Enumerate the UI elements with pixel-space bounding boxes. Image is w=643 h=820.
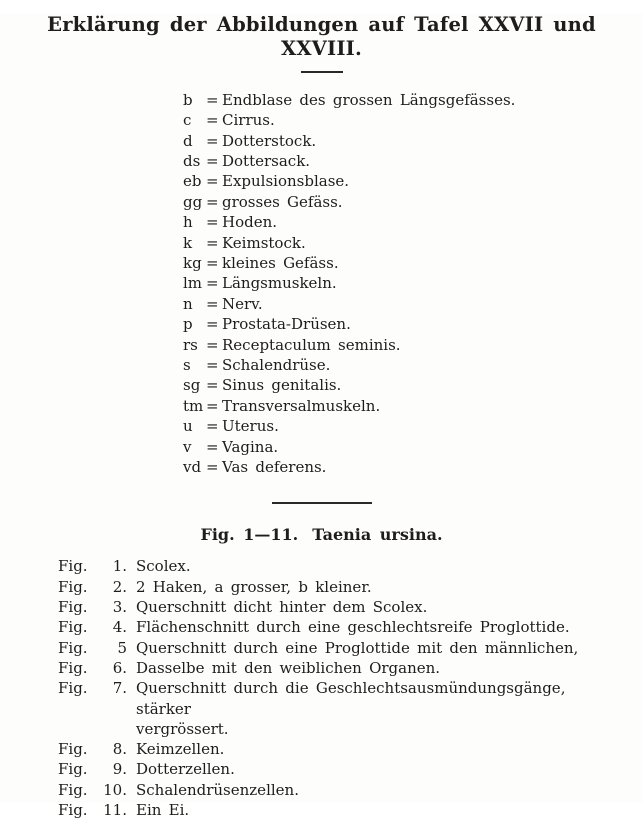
legend-definition: kleines Gefäss. [222, 254, 339, 272]
legend-abbreviation: p [183, 315, 193, 334]
page-title: Erklärung der Abbildungen auf Tafel XXVII und XXVIII. [47, 13, 596, 61]
figure-number-empty [101, 719, 127, 739]
equals-sign: = [206, 376, 219, 395]
figure-number: 9. [112, 760, 127, 779]
legend-abbreviation: k [183, 233, 193, 252]
legend-definition: Vas deferens. [222, 458, 327, 477]
legend-definition: Endblase des grossen Längsgefässes. [222, 90, 516, 109]
equals-sign: = [206, 233, 219, 252]
equals-sign: = [206, 417, 219, 436]
legend-item [183, 151, 643, 171]
figure-entry [58, 597, 623, 617]
figure-number: 7. [112, 679, 127, 698]
figure-number: 4. [112, 618, 127, 637]
equals-sign: = [206, 315, 219, 334]
legend-abbreviation: s [183, 356, 191, 375]
section-heading-name: Taenia ursina. [312, 525, 443, 545]
legend-item [183, 314, 643, 334]
legend-definition: Schalendrüse. [222, 356, 331, 375]
section-heading [0, 525, 643, 544]
legend-abbreviation: b [183, 90, 193, 109]
figure-entry-continuation [58, 719, 623, 739]
legend-abbreviation: n [183, 294, 193, 313]
legend-item [183, 335, 643, 355]
figure-entry [58, 739, 623, 759]
figure-number: 1. [112, 557, 127, 576]
figure-caption: Scolex. [136, 557, 191, 576]
legend-item [183, 131, 643, 151]
legend-abbreviation: v [183, 437, 192, 456]
legend-item [183, 90, 643, 110]
legend-item [183, 355, 643, 375]
figure-label: Fig. [58, 780, 88, 799]
figure-caption: Keimzellen. [136, 740, 225, 759]
figure-caption: 2 Haken, a grosser, b kleiner. [136, 577, 372, 596]
section-heading-range: Fig. 1—11. [200, 525, 299, 545]
legend-definition: Sinus genitalis. [222, 376, 342, 395]
figure-caption: Querschnitt dicht hinter dem Scolex. [136, 598, 428, 617]
legend-definition: Cirrus. [222, 111, 275, 130]
legend-item [183, 212, 643, 232]
legend-abbreviation: rs [183, 335, 198, 354]
legend-abbreviation: vd [183, 458, 202, 477]
figure-number: 11. [103, 801, 127, 820]
legend-definition: Receptaculum seminis. [222, 335, 401, 354]
equals-sign: = [206, 254, 219, 272]
legend-abbreviation: lm [183, 274, 203, 293]
legend-item [183, 437, 643, 457]
figure-label: Fig. [58, 638, 88, 657]
legend-definition: Transversalmuskeln. [222, 396, 381, 415]
figure-label: Fig. [58, 598, 88, 617]
document-page [0, 13, 643, 820]
figure-entry [58, 800, 623, 820]
figure-label: Fig. [58, 618, 88, 637]
legend-item [183, 396, 643, 416]
figure-number: 10. [103, 780, 127, 799]
equals-sign: = [206, 437, 219, 456]
legend-abbreviation: eb [183, 172, 202, 191]
figure-caption: Querschnitt durch eine Proglottide mit den männlichen, [136, 638, 579, 657]
legend-abbreviation: c [183, 111, 192, 130]
figure-label: Fig. [58, 801, 88, 820]
figure-number: 2. [112, 577, 127, 596]
legend-definition: Dotterstock. [222, 131, 317, 150]
figure-caption: Ein Ei. [136, 801, 190, 820]
figure-entry [58, 638, 623, 658]
legend-definition: Dottersack. [222, 151, 311, 170]
figure-entry [58, 617, 623, 637]
legend-definition: grosses Gefäss. [222, 192, 343, 211]
equals-sign: = [206, 172, 219, 191]
figure-number: 8. [112, 740, 127, 759]
legend-abbreviation: d [183, 131, 193, 150]
legend-abbreviation: sg [183, 376, 201, 395]
legend-definition: Expulsionsblase. [222, 172, 350, 191]
legend-definition: Hoden. [222, 213, 278, 232]
figure-label-empty [58, 719, 92, 739]
figure-number: 5 [117, 638, 127, 657]
figure-entry [58, 678, 623, 719]
legend-item [183, 273, 643, 293]
equals-sign: = [206, 213, 219, 232]
title-divider [301, 71, 343, 73]
figure-label: Fig. [58, 557, 88, 576]
figure-caption: Schalendrüsenzellen. [136, 780, 299, 799]
legend-abbreviation: h [183, 213, 193, 232]
abbreviation-legend [183, 90, 643, 478]
section-divider [272, 502, 372, 504]
equals-sign: = [206, 458, 219, 477]
legend-abbreviation: u [183, 417, 193, 436]
legend-item [183, 192, 643, 212]
figure-entry [58, 556, 623, 576]
figure-caption: Dasselbe mit den weiblichen Organen. [136, 658, 441, 677]
legend-definition: Keimstock. [222, 233, 306, 252]
legend-abbreviation: gg [183, 192, 203, 211]
equals-sign: = [206, 131, 219, 150]
legend-definition: Längsmuskeln. [222, 274, 337, 293]
legend-item [183, 294, 643, 314]
figure-label: Fig. [58, 760, 88, 779]
legend-abbreviation: ds [183, 151, 201, 170]
legend-abbreviation: tm [183, 396, 204, 415]
figure-label: Fig. [58, 740, 88, 759]
equals-sign: = [206, 192, 219, 211]
figure-entry [58, 577, 623, 597]
legend-definition: Prostata-Drüsen. [222, 315, 351, 334]
legend-definition: Uterus. [222, 417, 279, 436]
figure-label: Fig. [58, 658, 88, 677]
figure-caption: Querschnitt durch die Geschlechtsausmündungsgänge, stärker [136, 679, 566, 718]
legend-item [183, 457, 643, 477]
figure-entry [58, 658, 623, 678]
figure-entry [58, 759, 623, 779]
figure-number: 6. [112, 658, 127, 677]
equals-sign: = [206, 294, 219, 313]
legend-item [183, 416, 643, 436]
legend-item [183, 233, 643, 253]
legend-item [183, 253, 643, 273]
legend-abbreviation: kg [183, 254, 202, 272]
figure-caption: Dotterzellen. [136, 760, 235, 779]
legend-definition: Nerv. [222, 294, 263, 313]
figure-caption: Flächenschnitt durch eine geschlechtsreife Proglottide. [136, 618, 570, 637]
legend-item [183, 171, 643, 191]
legend-item [183, 110, 643, 130]
legend-definition: Vagina. [222, 437, 279, 456]
figure-entry [58, 780, 623, 800]
equals-sign: = [206, 151, 219, 170]
figure-label: Fig. [58, 679, 88, 698]
equals-sign: = [206, 111, 219, 130]
equals-sign: = [206, 356, 219, 375]
equals-sign: = [206, 90, 219, 109]
equals-sign: = [206, 274, 219, 293]
equals-sign: = [206, 335, 219, 354]
figure-label: Fig. [58, 577, 88, 596]
figure-list [58, 556, 623, 820]
figure-caption-continuation: vergrössert. [136, 719, 229, 738]
figure-number: 3. [112, 598, 127, 617]
legend-item [183, 375, 643, 395]
equals-sign: = [206, 396, 219, 415]
